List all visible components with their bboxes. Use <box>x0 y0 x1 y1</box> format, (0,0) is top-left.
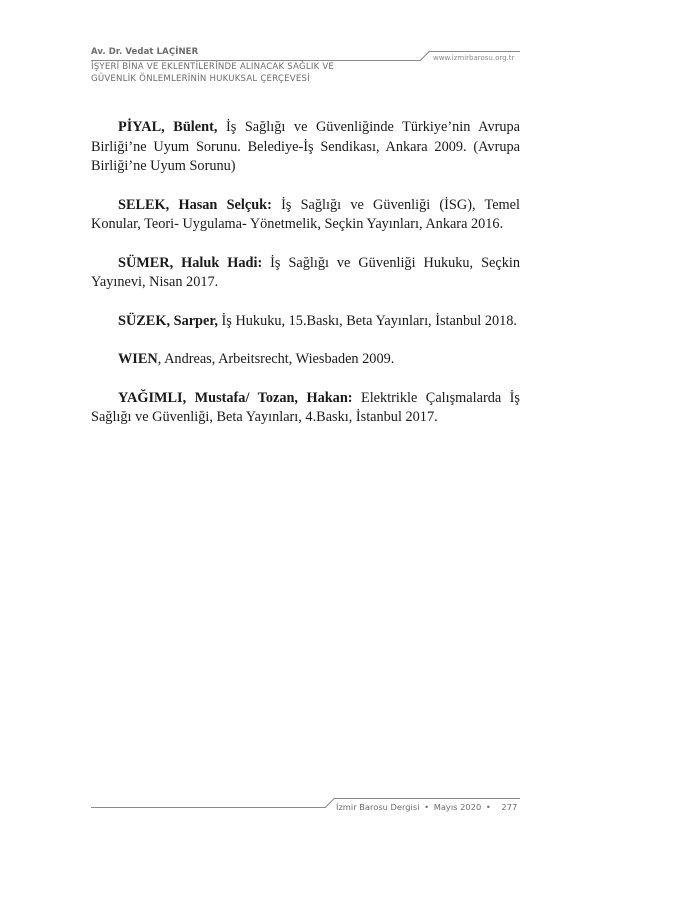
header-rule-slant <box>420 51 430 61</box>
bibliography-list <box>91 118 520 447</box>
running-footer <box>336 802 517 812</box>
entry-author: PİYAL, Bülent, <box>118 119 218 135</box>
header-title-line-2: GÜVENLİK ÖNLEMLERİNİN HUKUKSAL ÇERÇEVESİ <box>91 74 310 84</box>
footer-rule-right <box>334 798 520 799</box>
entry-text: İş Sağlığı ve Güvenliği (İSG), Temel Konular, Teori- Uygulama- Yönetmelik, Seçkin Yayınları, Ankara 2016. <box>91 196 520 232</box>
footer-issue-date: Mayıs 2020 <box>433 802 482 812</box>
footer-journal-name: İzmir Barosu Dergisi <box>336 802 420 812</box>
bibliography-entry <box>91 312 520 332</box>
entry-text: Elektrikle Çalışmalarda İş Sağlığı ve Güvenliği, Beta Yayınları, 4.Baskı, İstanbul 2017. <box>91 389 520 425</box>
header-rule-right <box>429 51 520 52</box>
running-header-author: Av. Dr. Vedat LAÇİNER <box>91 47 199 57</box>
bibliography-entry <box>91 118 520 177</box>
entry-author: SÜMER, Haluk Hadi: <box>118 254 263 271</box>
footer-rule-left <box>91 807 326 808</box>
bibliography-entry <box>91 350 520 370</box>
page-number: 277 <box>501 802 518 812</box>
bibliography-entry <box>91 389 520 428</box>
entry-author: SELEK, Hasan Selçuk: <box>118 196 272 213</box>
footer-bullet: • <box>424 802 430 812</box>
bibliography-entry <box>91 196 520 235</box>
bibliography-entry <box>91 254 520 293</box>
entry-author: YAĞIMLI, Mustafa/ Tozan, Hakan: <box>118 389 353 406</box>
entry-text: , Andreas, Arbeitsrecht, Wiesbaden 2009. <box>157 351 395 367</box>
footer-rule-slant <box>325 798 335 808</box>
entry-text: İş Hukuku, 15.Baskı, Beta Yayınları, İstanbul 2018. <box>217 312 517 329</box>
header-title-line-1: İŞYERİ BİNA VE EKLENTİLERİNDE ALINACAK SAĞLIK VE <box>91 62 335 72</box>
header-website-url: www.izmirbarosu.org.tr <box>433 54 515 62</box>
running-header-title <box>91 61 411 85</box>
entry-author: SÜZEK, Sarper, <box>118 312 218 329</box>
entry-text: İş Sağlığı ve Güvenliği Hukuku, Seçkin Yayınevi, Nisan 2017. <box>91 254 520 290</box>
entry-author: WIEN <box>118 351 158 367</box>
footer-bullet: • <box>485 802 491 812</box>
entry-text: İş Sağlığı ve Güvenliğinde Türkiye’nin Avrupa Birliği’ne Uyum Sorunu. Belediye-İş Sendikası, Ankara 2009. (Avrupa Birliği’ne Uyum Sorunu) <box>91 119 520 174</box>
